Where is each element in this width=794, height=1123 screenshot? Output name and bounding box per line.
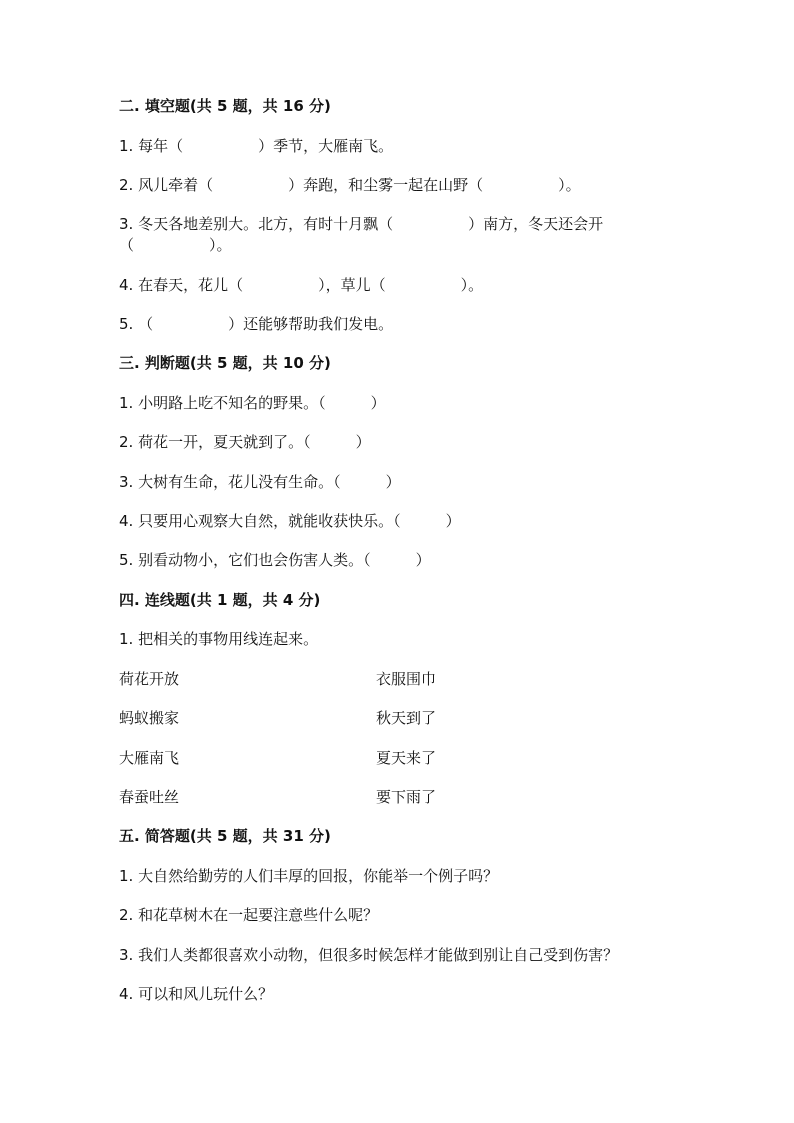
section-4-heading: 四. 连线题(共 1 题，共 4 分) [119, 591, 321, 609]
match-left-item: 大雁南飞 [119, 749, 180, 767]
judge-question-5: 5. 别看动物小，它们也会伤害人类。（ ） [119, 551, 431, 569]
match-question-1: 1. 把相关的事物用线连起来。 [119, 630, 319, 648]
fill-question-5: 5. （ ）还能够帮助我们发电。 [119, 315, 394, 333]
short-answer-question-3: 3. 我们人类都很喜欢小动物，但很多时候怎样才能做到别让自己受到伤害？ [119, 946, 619, 964]
match-right-item: 秋天到了 [376, 709, 437, 727]
judge-question-1: 1. 小明路上吃不知名的野果。（ ） [119, 394, 386, 412]
match-left-item: 春蚕吐丝 [119, 788, 180, 806]
section-3-heading: 三. 判断题(共 5 题，共 10 分) [119, 354, 331, 372]
match-left-item: 蚂蚁搬家 [119, 709, 180, 727]
fill-question-4: 4. 在春天，花儿（ ），草儿（ ）。 [119, 276, 484, 294]
section-2-heading: 二. 填空题(共 5 题，共 16 分) [119, 97, 331, 115]
judge-question-3: 3. 大树有生命，花儿没有生命。（ ） [119, 473, 401, 491]
short-answer-question-4: 4. 可以和风儿玩什么？ [119, 985, 274, 1003]
judge-question-2: 2. 荷花一开，夏天就到了。（ ） [119, 433, 371, 451]
judge-question-4: 4. 只要用心观察大自然，就能收获快乐。（ ） [119, 512, 461, 530]
short-answer-question-1: 1. 大自然给勤劳的人们丰厚的回报，你能举一个例子吗？ [119, 867, 499, 885]
fill-question-2: 2. 风儿牵着（ ）奔跑，和尘雾一起在山野（ ）。 [119, 176, 581, 194]
match-right-item: 夏天来了 [376, 749, 437, 767]
section-5-heading: 五. 简答题(共 5 题，共 31 分) [119, 827, 331, 845]
short-answer-question-2: 2. 和花草树木在一起要注意些什么呢？ [119, 906, 379, 924]
fill-question-3-line-2: （ ）。 [119, 236, 232, 254]
match-right-item: 要下雨了 [376, 788, 437, 806]
fill-question-3-line-1: 3. 冬天各地差别大。北方，有时十月飘（ ）南方，冬天还会开 [119, 215, 604, 233]
fill-question-1: 1. 每年（ ）季节，大雁南飞。 [119, 137, 394, 155]
match-right-item: 衣服围巾 [376, 670, 437, 688]
match-left-item: 荷花开放 [119, 670, 180, 688]
